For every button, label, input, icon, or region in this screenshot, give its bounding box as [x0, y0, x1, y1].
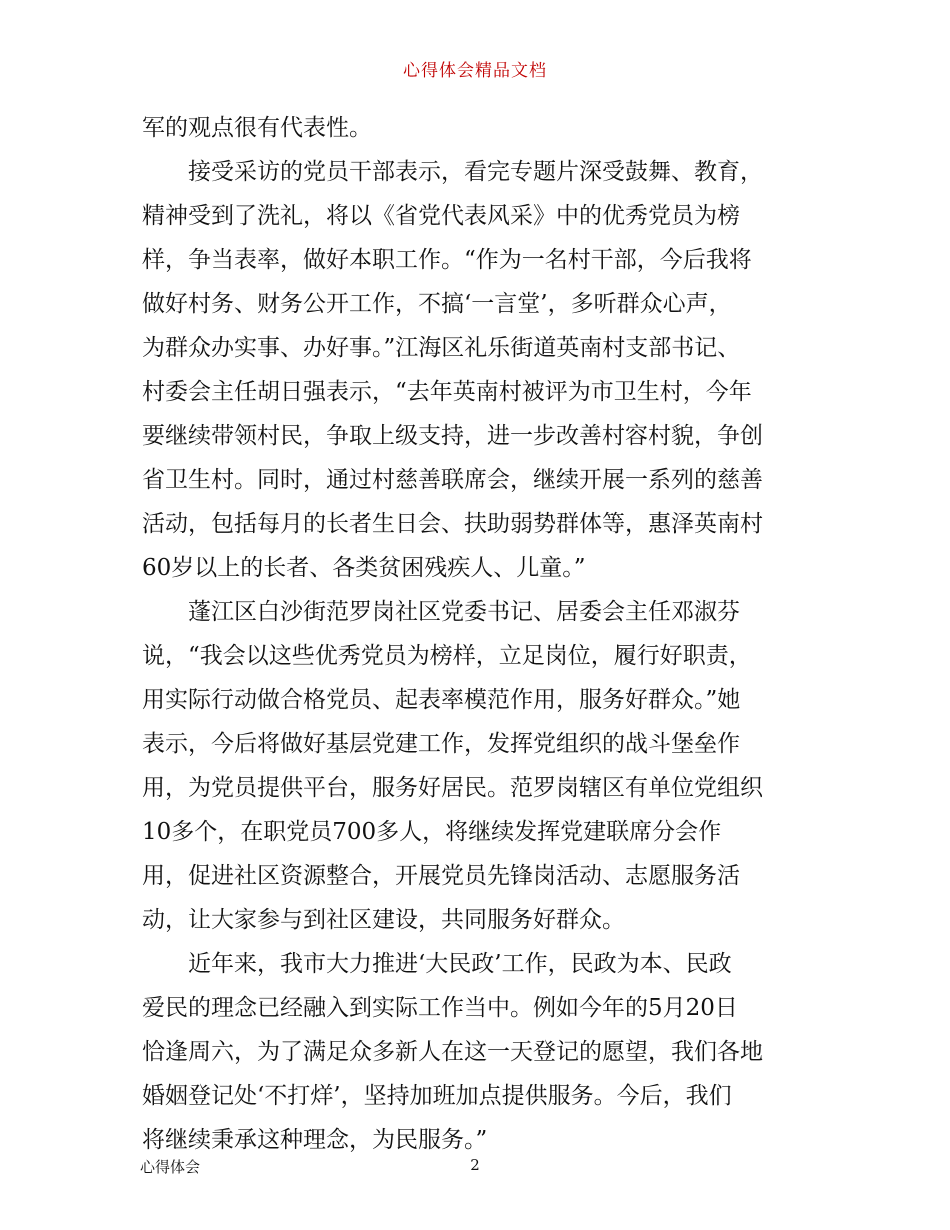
body-line: 为群众办实事、办好事。”江海区礼乐街道英南村支部书记、 [142, 335, 741, 361]
body-line: 省卫生村。同时，通过村慈善联席会，继续开展一系列的慈善 [142, 467, 763, 493]
document-body [142, 106, 814, 1162]
body-line: 近年来，我市大力推进‘大民政’工作，民政为本、民政 [142, 951, 732, 977]
body-line: 用，促进社区资源整合，开展党员先锋岗活动、志愿服务活 [142, 863, 740, 889]
body-line: 动，让大家参与到社区建设，共同服务好群众。 [142, 907, 625, 933]
body-line: 精神受到了洗礼，将以《省党代表风采》中的优秀党员为榜 [142, 203, 740, 229]
body-line: 爱民的理念已经融入到实际工作当中。例如今年的5月20日 [142, 995, 738, 1021]
body-line: 样，争当表率，做好本职工作。“作为一名村干部，今后我将 [142, 247, 752, 273]
body-line: 要继续带领村民，争取上级支持，进一步改善村容村貌，争创 [142, 423, 763, 449]
footer-label: 心得体会 [140, 1158, 201, 1176]
body-line: 军的观点很有代表性。 [142, 115, 372, 141]
body-line: 婚姻登记处‘不打烊’，坚持加班加点提供服务。今后，我们 [142, 1083, 732, 1109]
body-line: 蓬江区白沙街范罗岗社区党委书记、居委会主任邓淑芬 [142, 599, 740, 625]
body-line: 接受采访的党员干部表示，看完专题片深受鼓舞、教育， [142, 159, 763, 185]
page-number: 2 [470, 1156, 480, 1174]
body-line: 恰逢周六，为了满足众多新人在这一天登记的愿望，我们各地 [142, 1039, 763, 1065]
body-line: 用实际行动做合格党员、起表率模范作用，服务好群众。”她 [142, 687, 741, 713]
body-line: 60岁以上的长者、各类贫困残疾人、儿童。” [142, 555, 586, 581]
body-line: 表示，今后将做好基层党建工作，发挥党组织的战斗堡垒作 [142, 731, 740, 757]
body-line: 10多个，在职党员700多人，将继续发挥党建联席分会作 [142, 819, 722, 845]
document-header-title: 心得体会精品文档 [403, 61, 547, 81]
body-line: 将继续秉承这种理念，为民服务。” [142, 1127, 488, 1153]
body-line: 活动，包括每月的长者生日会、扶助弱势群体等，惠泽英南村 [142, 511, 763, 537]
body-line: 做好村务、财务公开工作，不搞‘一言堂’，多听群众心声， [142, 291, 732, 317]
body-line: 用，为党员提供平台，服务好居民。范罗岗辖区有单位党组织 [142, 775, 763, 801]
body-line: 村委会主任胡日强表示，“去年英南村被评为市卫生村，今年 [142, 379, 752, 405]
body-line: 说，“我会以这些优秀党员为榜样，立足岗位，履行好职责， [142, 643, 752, 669]
